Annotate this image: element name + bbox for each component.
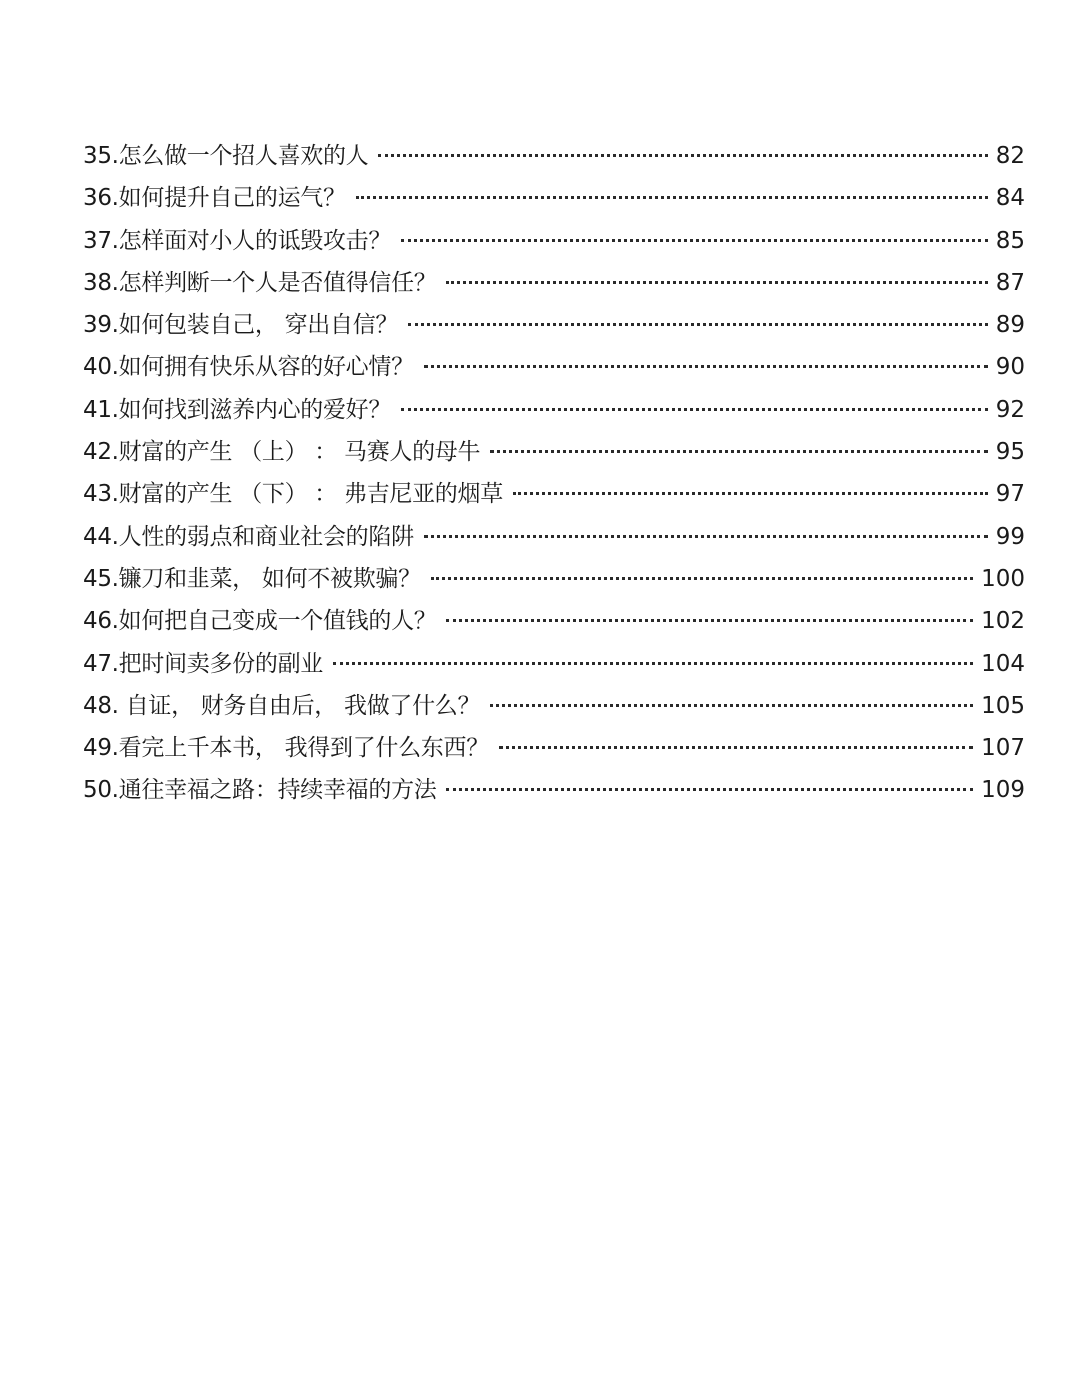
toc-entry-page: 89	[995, 312, 1025, 339]
toc-entry-title: 46.如何把自己变成一个值钱的人？	[83, 608, 437, 635]
toc-entry-title: 39.如何包装自己， 穿出自信？	[83, 312, 399, 339]
toc-entry[interactable]	[83, 346, 1025, 388]
toc-entry-title: 48. 自证， 财务自由后， 我做了什么？	[83, 692, 481, 719]
toc-entry-page: 109	[981, 777, 1025, 804]
toc-entry[interactable]	[83, 262, 1025, 304]
toc-entry-page: 104	[981, 650, 1025, 677]
toc-entry[interactable]	[83, 685, 1025, 727]
toc-entry-page: 99	[995, 523, 1025, 550]
dot-leader	[490, 704, 973, 707]
toc-entry[interactable]	[83, 516, 1025, 558]
dot-leader	[431, 577, 973, 580]
dot-leader	[499, 746, 973, 749]
dot-leader	[408, 323, 988, 326]
toc-entry-page: 84	[995, 185, 1025, 212]
dot-leader	[446, 788, 973, 791]
toc-entry[interactable]	[83, 558, 1025, 600]
toc-entry[interactable]	[83, 431, 1025, 473]
dot-leader	[446, 619, 973, 622]
toc-entry-title: 50.通往幸福之路：持续幸福的方法	[83, 777, 437, 804]
toc-entry[interactable]	[83, 643, 1025, 685]
toc-entry-title: 42.财富的产生 （上） ： 马赛人的母牛	[83, 439, 481, 466]
toc-entry-page: 87	[995, 269, 1025, 296]
toc-entry[interactable]	[83, 220, 1025, 262]
toc-entry-title: 37.怎样面对小人的诋毁攻击？	[83, 227, 392, 254]
toc-entry-title: 44.人性的弱点和商业社会的陷阱	[83, 523, 414, 550]
toc-entry-title: 45.镰刀和韭菜， 如何不被欺骗？	[83, 565, 421, 592]
toc-entry[interactable]	[83, 600, 1025, 642]
dot-leader	[401, 408, 988, 411]
dot-leader	[424, 365, 988, 368]
dot-leader	[513, 492, 988, 495]
toc-entry-page: 97	[995, 481, 1025, 508]
table-of-contents	[83, 135, 1025, 812]
toc-entry-page: 100	[981, 565, 1025, 592]
toc-entry-title: 47.把时间卖多份的副业	[83, 650, 323, 677]
toc-entry-page: 90	[995, 354, 1025, 381]
toc-entry-page: 95	[995, 439, 1025, 466]
toc-entry-title: 43.财富的产生 （下） ： 弗吉尼亚的烟草	[83, 481, 503, 508]
toc-entry-title: 36.如何提升自己的运气？	[83, 185, 346, 212]
toc-entry-page: 92	[995, 396, 1025, 423]
dot-leader	[490, 450, 988, 453]
dot-leader	[356, 196, 988, 199]
dot-leader	[333, 662, 973, 665]
dot-leader	[424, 535, 988, 538]
toc-entry[interactable]	[83, 473, 1025, 515]
toc-entry-title: 38.怎样判断一个人是否值得信任？	[83, 269, 437, 296]
toc-entry-page: 102	[981, 608, 1025, 635]
dot-leader	[446, 281, 987, 284]
toc-entry-page: 107	[981, 735, 1025, 762]
toc-entry[interactable]	[83, 769, 1025, 811]
toc-entry-title: 49.看完上千本书， 我得到了什么东西？	[83, 735, 489, 762]
toc-entry-title: 40.如何拥有快乐从容的好心情？	[83, 354, 414, 381]
dot-leader	[378, 154, 987, 157]
toc-entry[interactable]	[83, 135, 1025, 177]
dot-leader	[401, 239, 988, 242]
toc-entry[interactable]	[83, 727, 1025, 769]
toc-entry[interactable]	[83, 177, 1025, 219]
toc-entry-title: 41.如何找到滋养内心的爱好？	[83, 396, 392, 423]
toc-entry[interactable]	[83, 304, 1025, 346]
toc-entry-page: 85	[995, 227, 1025, 254]
toc-entry-page: 82	[995, 143, 1025, 169]
toc-entry[interactable]	[83, 389, 1025, 431]
toc-entry-title: 35.怎么做一个招人喜欢的人	[83, 143, 369, 169]
toc-entry-page: 105	[981, 692, 1025, 719]
